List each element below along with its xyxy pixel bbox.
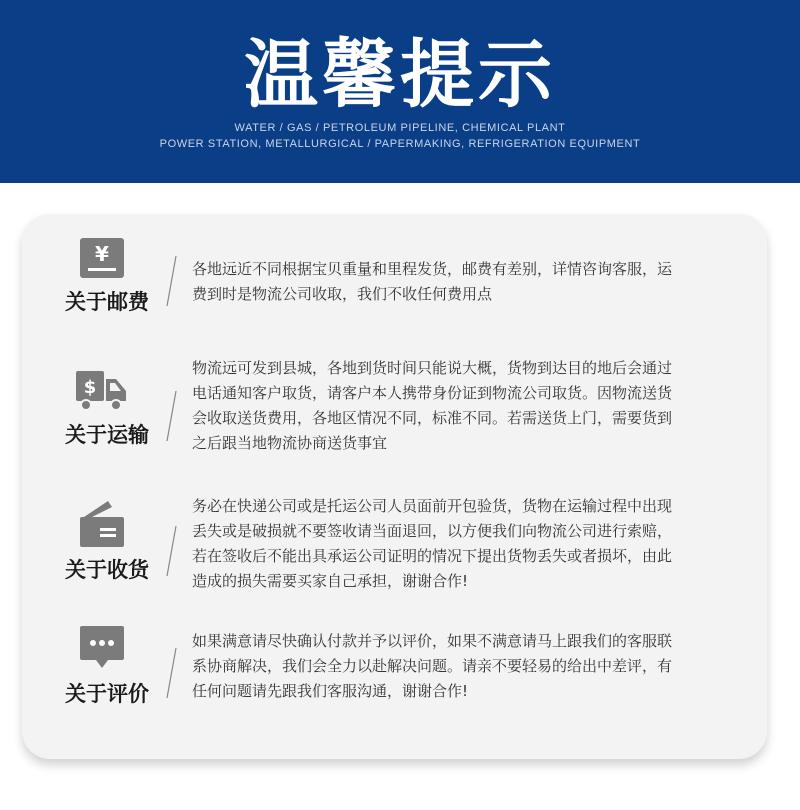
header-subtitle-2: POWER STATION, METALLURGICAL / PAPERMAKING, REFRIGERATION EQUIPMENT bbox=[159, 138, 641, 150]
divider-slash bbox=[164, 254, 178, 308]
yen-icon bbox=[78, 236, 126, 280]
delivery-truck-icon bbox=[74, 369, 128, 413]
section-label-transport: 关于运输 bbox=[65, 423, 149, 447]
section-text-postage: 各地远近不同根据宝贝重量和里程发货，邮费有差别，详情咨询客服，运 费到时是物流公司收取，我们不收任何费用点 bbox=[192, 260, 673, 303]
chat-bubble-icon bbox=[78, 624, 126, 672]
svg-text:¥: ¥ bbox=[95, 242, 109, 266]
section-text-transport: 物流远可发到县城，各地到货时间只能说大概，货物到达目的地后会通过 电话通知客户取货，请客户本人携带身份证到物流公司取货。因物流送货 会收取送货费用，各地区情况不同，标准不同。若需送货上门，需要货到 之后跟当地物流协商送货事宜 bbox=[192, 359, 673, 452]
svg-text:$: $ bbox=[83, 377, 97, 398]
divider-slash bbox=[164, 524, 178, 578]
section-label-postage: 关于邮费 bbox=[65, 290, 149, 314]
section-label-receiving: 关于收货 bbox=[65, 558, 149, 582]
divider-slash bbox=[164, 389, 178, 443]
divider-slash bbox=[164, 646, 178, 700]
section-text-reviews: 如果满意请尽快确认付款并予以评价，如果不满意请马上跟我们的客服联 系协商解决，我们会全力以赴解决问题。请亲不要轻易的给出中差评，有 任何问题请先跟我们客服沟通，谢谢合作! bbox=[192, 632, 673, 700]
section-label-reviews: 关于评价 bbox=[65, 682, 149, 706]
notice-card bbox=[22, 214, 767, 759]
header-banner bbox=[0, 0, 800, 183]
header-subtitle-1: WATER / GAS / PETROLEUM PIPELINE, CHEMICAL PLANT bbox=[234, 122, 566, 134]
package-icon bbox=[78, 499, 126, 549]
section-text-receiving: 务必在快递公司或是托运公司人员面前开包验货，货物在运输过程中出现 丢失或是破损就不要签收请当面退回，以方便我们向物流公司进行索赔， 若在签收后不能出具承运公司证明的情况下提出货物丢失或者损坏，由此 造成的损失需要买家自己承担，谢谢合作! bbox=[192, 497, 673, 590]
page-title: 温馨提示 bbox=[244, 32, 556, 118]
